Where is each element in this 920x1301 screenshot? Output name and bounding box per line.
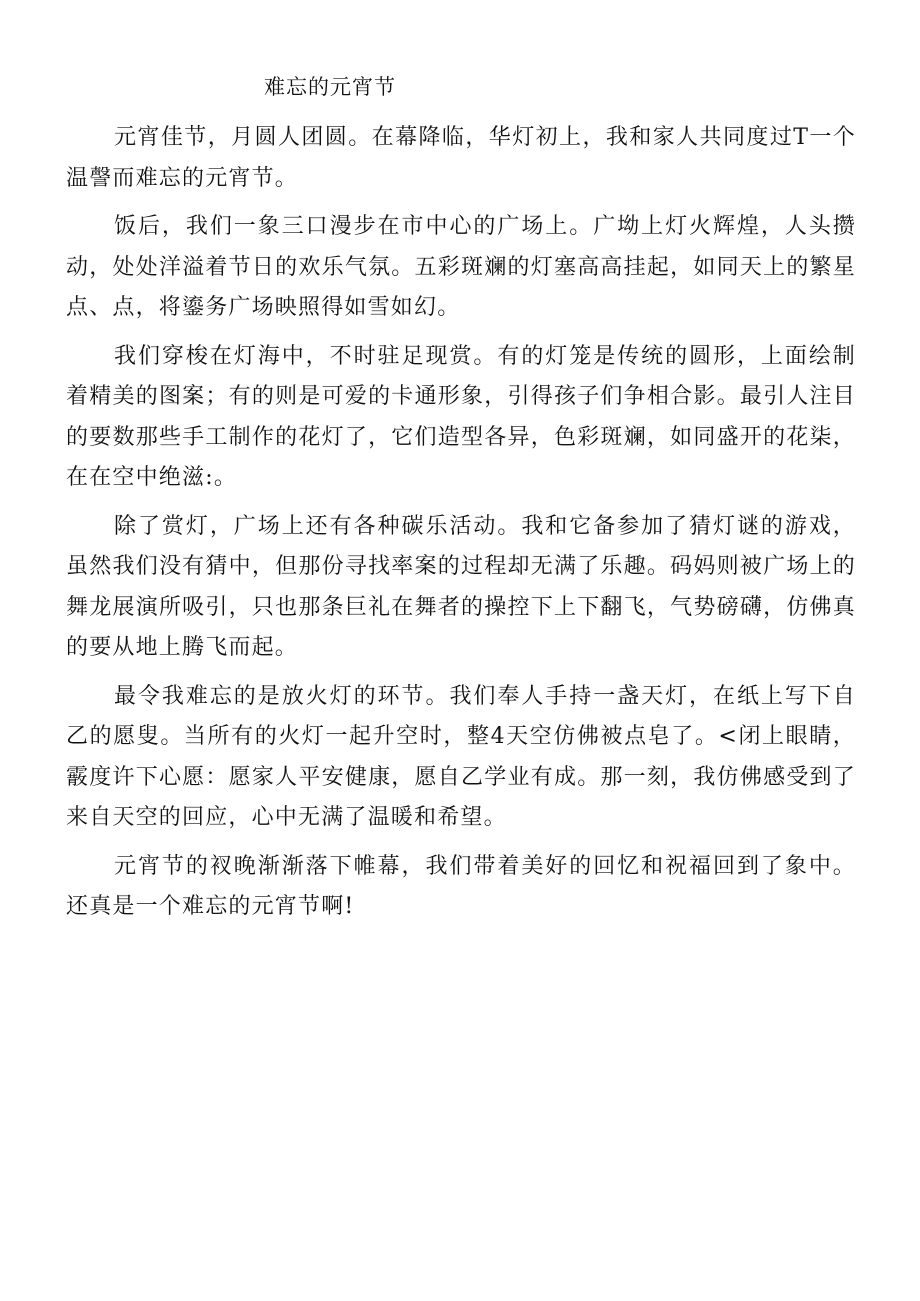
paragraph-2: 饭后，我们一象三口漫步在市中心的广场上。广坳上灯火辉煌，人头攒动，处处洋溢着节日的欢乐气氛。五彩斑斓的灯塞高高挂起，如同天上的繁星点、点，将鎏务广场映照得如雪如幻。 — [66, 214, 856, 320]
paragraph-1: 元宵佳节，月圆人团圆。在幕降临，华灯初上，我和家人共同度过T一个温謦而难忘的元宵节。 — [66, 125, 856, 191]
paragraph-4: 除了赏灯，广场上还有各种碳乐活动。我和它备参加了猜灯谜的游戏，虽然我们没有猜中，但那份寻找率案的过程却无满了乐趣。码妈则被广场上的舞龙展演所吸引，只也那条巨礼在舞者的操控下上下翻飞，气势磅礴，仿佛真的要从地上腾飞而起。 — [66, 513, 856, 660]
paragraph-3: 我们穿梭在灯海中，不时驻足现赏。有的灯笼是传统的圆形，上面绘制着精美的图案；有的则是可爱的卡通形象，引得孩子们争相合影。最引人注目的要数那些手工制作的花灯了，它们造型各异，色彩斑斓，如同盛开的花柒，在在空中绝滋:。 — [66, 343, 856, 490]
paragraph-6: 元宵节的衩晚渐渐落下帷幕，我们带着美好的回忆和祝福回到了象中。还真是一个难忘的元宵节啊! — [66, 853, 856, 919]
document-title: 难忘的元宵节 — [264, 75, 396, 99]
document-body — [66, 118, 856, 936]
paragraph-5: 最令我难忘的是放火灯的环节。我们奉人手持一盏天灯，在纸上写下自乙的愿叟。当所有的火灯一起升空时，整4天空仿佛被点皂了。<闭上眼睛，霰度许下心愿：愿家人平安健康，愿自乙学业有成。那一刻，我仿佛感受到了来自天空的回应，心中无满了温暖和希望。 — [66, 683, 856, 830]
